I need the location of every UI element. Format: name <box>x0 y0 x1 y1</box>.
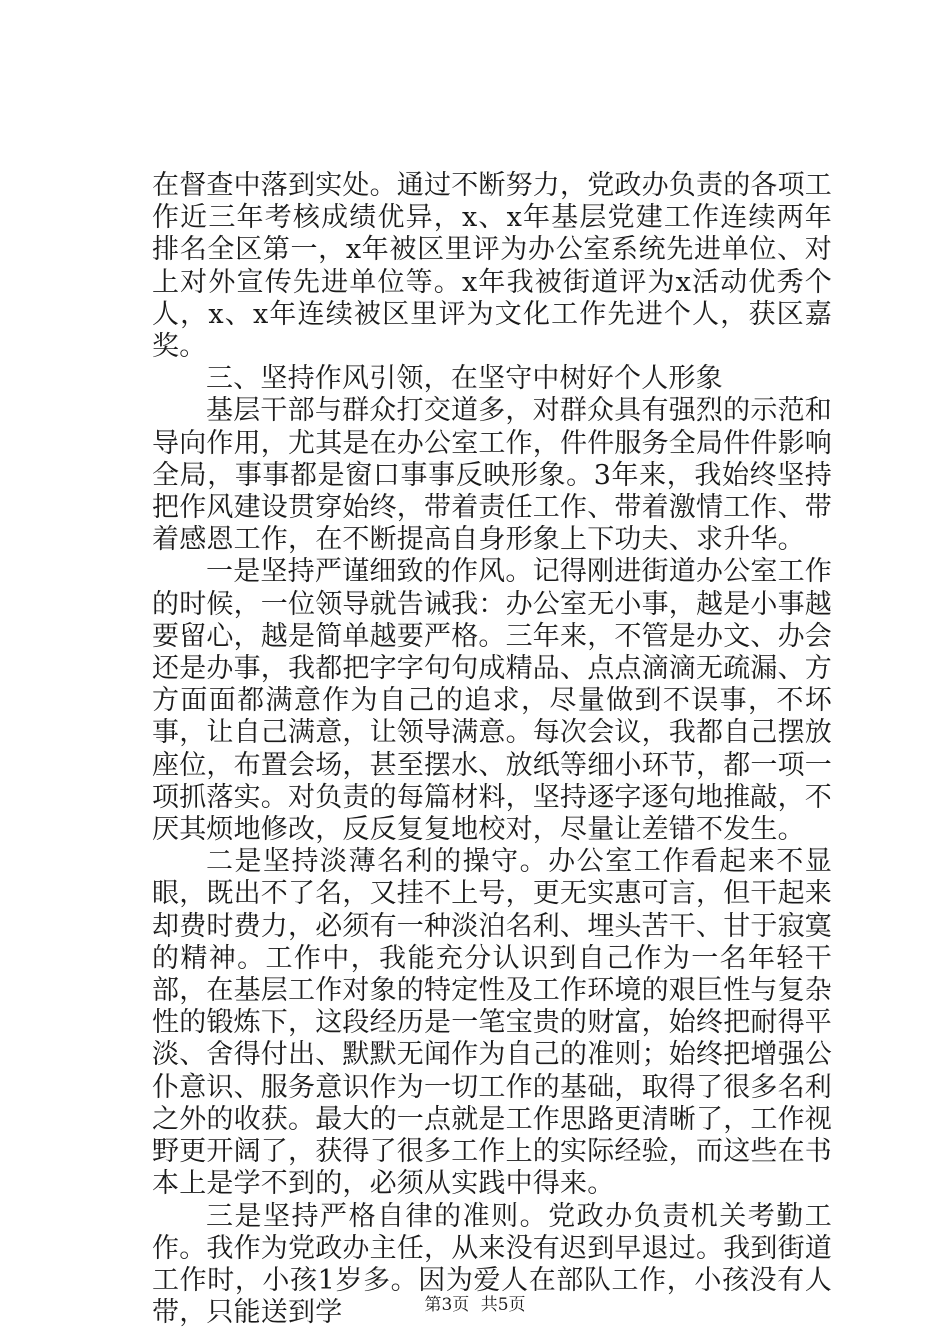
section-heading: 三、坚持作风引领，在坚守中树好个人形象 <box>206 363 723 395</box>
paragraph-point-two: 二是坚持淡薄名利的操守。办公室工作看起来不显眼，既出不了名，又挂不上号，更无实惠可言，但干起来却费时费力，必须有一种淡泊名利、埋头苦干、甘于寂寞的精神。工作中，我能充分认识到自己作为一名年轻干部，在基层工作对象的特定性及工作环境的艰巨性与复杂性的锻炼下，这段经历是一笔宝贵的财富，始终把耐得平淡、舍得付出、默默无闻作为自己的准则；始终把增强公仆意识、服务意识作为一切工作的基础，取得了很多名利之外的收获。最大的一点就是工作思路更清晰了，工作视野更开阔了，获得了很多工作上的实际经验，而这些在书本上是学不到的，必须从实践中得来。 <box>152 846 832 1200</box>
paragraph-point-one: 一是坚持严谨细致的作风。记得刚进街道办公室工作的时候，一位领导就告诫我：办公室无小事，越是小事越要留心，越是简单越要严格。三年来，不管是办文、办会还是办事，我都把字字句句成精品、点点滴滴无疏漏、方方面面都满意作为自己的追求，尽量做到不误事，不坏事，让自己满意，让领导满意。每次会议，我都自己摆放座位，布置会场，甚至摆水、放纸等细小环节，都一项一项抓落实。对负责的每篇材料，坚持逐字逐句地推敲，不厌其烦地修改，反反复复地校对，尽量让差错不发生。 <box>152 556 832 846</box>
paragraph-continuation: 在督查中落到实处。通过不断努力，党政办负责的各项工作近三年考核成绩优异，x、x年基层党建工作连续两年排名全区第一，x年被区里评为办公室系统先进单位、对上对外宣传先进单位等。x年我被街道评为x活动优秀个人，x、x年连续被区里评为文化工作先进个人，获区嘉奖。 <box>152 170 832 363</box>
document-body <box>152 170 832 1329</box>
page-footer: 第3页 共5页 <box>424 1295 526 1315</box>
paragraph-point-three: 三是坚持严格自律的准则。党政办负责机关考勤工作。我作为党政办主任，从来没有迟到早退过。我到街道工作时，小孩1岁多。因为爱人在部队工作，小孩没有人带，只能送到学 <box>152 1200 832 1329</box>
paragraph-intro: 基层干部与群众打交道多，对群众具有强烈的示范和导向作用，尤其是在办公室工作，件件服务全局件件影响全局，事事都是窗口事事反映形象。3年来，我始终坚持把作风建设贯穿始终，带着责任工作、带着激情工作、带着感恩工作，在不断提高自身形象上下功夫、求升华。 <box>152 395 832 556</box>
